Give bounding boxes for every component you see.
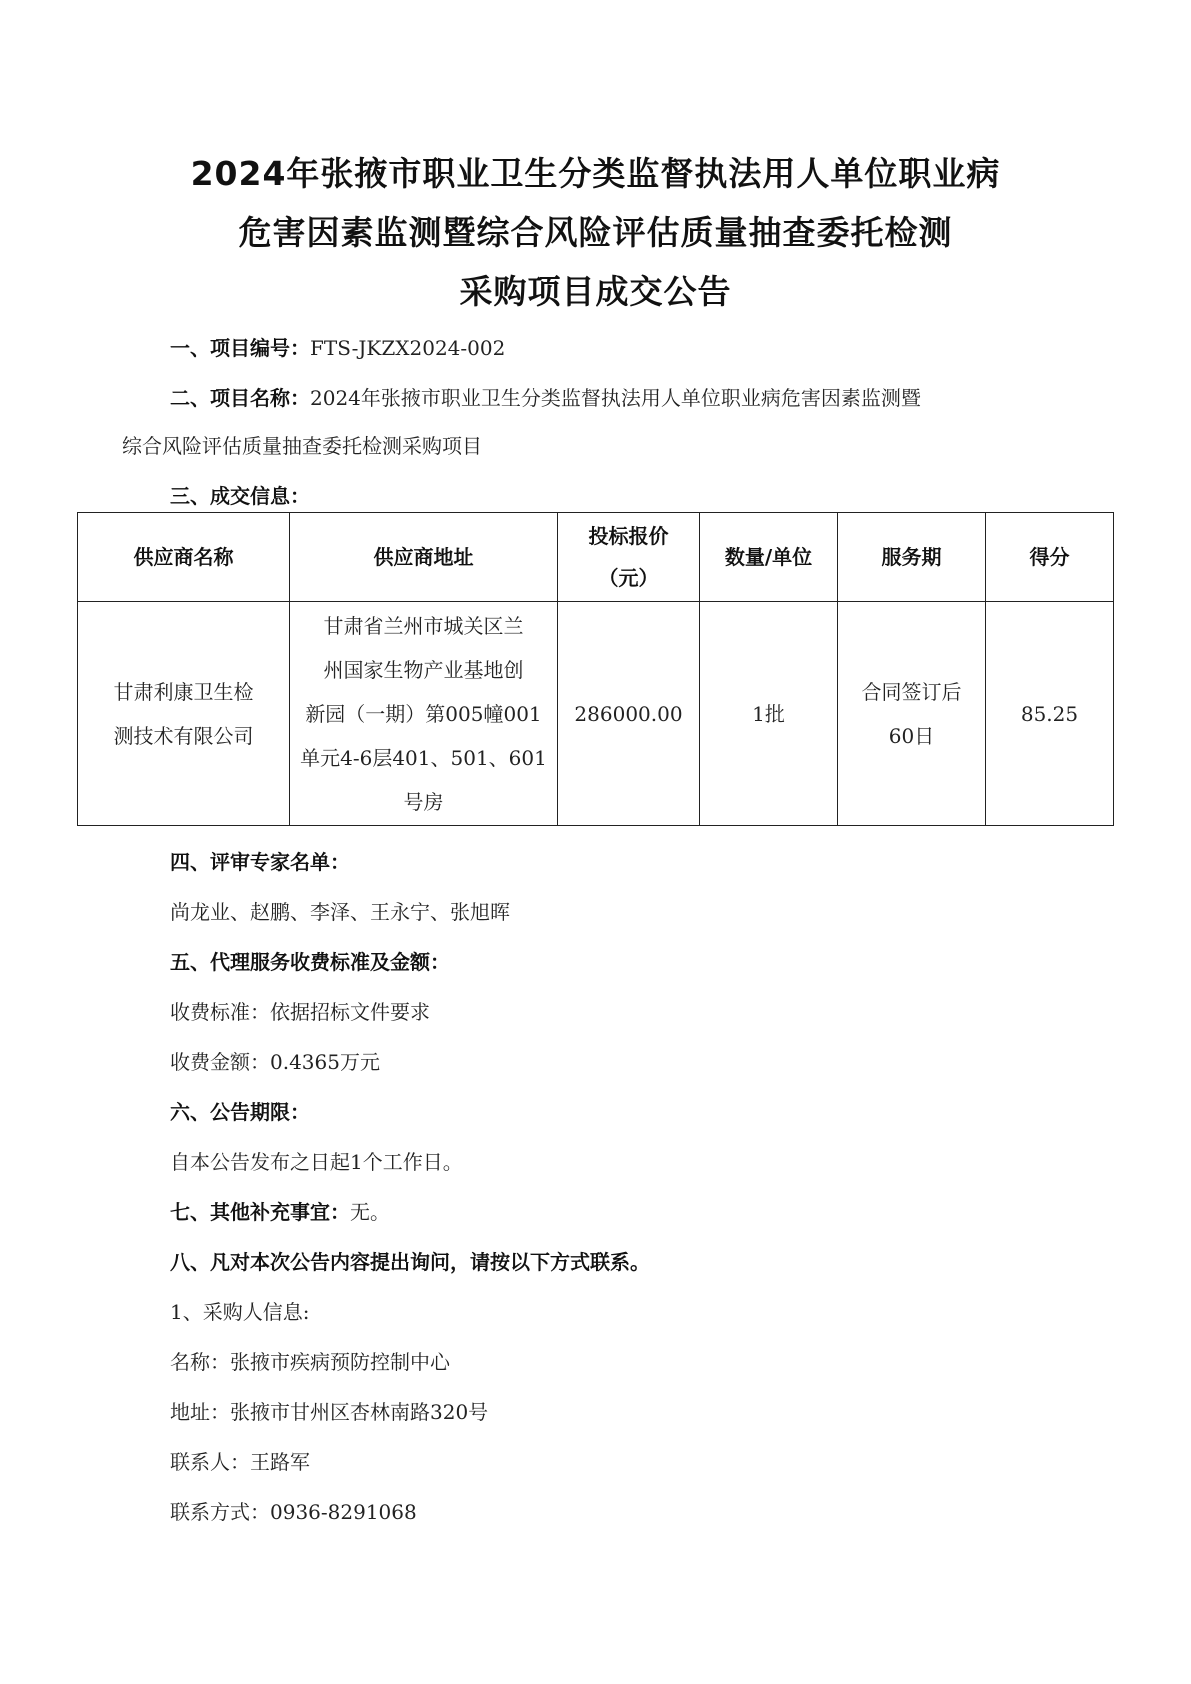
- project-number-value: FTS-JKZX2024-002: [310, 336, 506, 360]
- fee-standard: 收费标准：依据招标文件要求: [170, 1000, 430, 1024]
- address-line-2: 州国家生物产业基地创: [323, 657, 524, 682]
- cell-score: 85.25: [986, 602, 1114, 826]
- buyer-name: 名称：张掖市疾病预防控制中心: [170, 1350, 450, 1374]
- supplier-name-line-1: 甘肃利康卫生检: [113, 679, 254, 704]
- section-heading: 一、项目编号：: [170, 336, 310, 360]
- service-period-line-1: 合同签订后: [861, 679, 962, 704]
- project-name-value-2: 综合风险评估质量抽查委托检测采购项目: [122, 434, 482, 458]
- table-row: [78, 602, 1114, 826]
- section-contact-heading: 八、凡对本次公告内容提出询问，请按以下方式联系。: [170, 1250, 650, 1274]
- section-project-number: [170, 334, 505, 362]
- section-heading: 二、项目名称：: [170, 386, 310, 410]
- cell-service-period: [838, 602, 986, 826]
- cell-supplier-address: [290, 602, 558, 826]
- section-period-heading: 六、公告期限：: [170, 1100, 310, 1124]
- section-heading: 七、其他补充事宜：: [170, 1200, 350, 1224]
- project-name-value-1: 2024年张掖市职业卫生分类监督执法用人单位职业病危害因素监测暨: [310, 386, 921, 410]
- experts-list: 尚龙业、赵鹏、李泽、王永宁、张旭晖: [170, 900, 510, 924]
- cell-bid-price: 286000.00: [558, 602, 700, 826]
- period-value: 自本公告发布之日起1个工作日。: [170, 1150, 463, 1174]
- service-period-line-2: 60日: [888, 723, 935, 748]
- supplier-name-line-2: 测技术有限公司: [113, 723, 254, 748]
- section-deal-info-heading: 三、成交信息：: [170, 484, 310, 508]
- other-matters-value: 无。: [350, 1200, 390, 1224]
- cell-quantity-unit: 1批: [700, 602, 838, 826]
- header-bid-price-line-2: （元）: [598, 566, 659, 590]
- deal-info-table: [77, 512, 1114, 826]
- address-line-5: 号房: [403, 789, 444, 814]
- header-service-period: 服务期: [838, 513, 986, 602]
- title-line-2: 危害因素监测暨综合风险评估质量抽查委托检测: [238, 213, 953, 252]
- section-experts-heading: 四、评审专家名单：: [170, 850, 350, 874]
- section-fee-heading: 五、代理服务收费标准及金额：: [170, 950, 450, 974]
- buyer-info-title: 1、采购人信息:: [170, 1300, 310, 1324]
- table-header-row: [78, 513, 1114, 602]
- title-line-3: 采购项目成交公告: [459, 272, 732, 311]
- fee-amount: 收费金额：0.4365万元: [170, 1050, 380, 1074]
- address-line-1: 甘肃省兰州市城关区兰: [323, 613, 524, 638]
- section-project-name: [170, 384, 921, 412]
- header-supplier-address: 供应商地址: [290, 513, 558, 602]
- title-line-1: 2024年张掖市职业卫生分类监督执法用人单位职业病: [190, 154, 1001, 193]
- buyer-contact-person: 联系人：王路军: [170, 1450, 310, 1474]
- header-bid-price: [558, 513, 700, 602]
- header-bid-price-line-1: 投标报价: [588, 524, 669, 548]
- header-score: 得分: [986, 513, 1114, 602]
- cell-supplier-name: [78, 602, 290, 826]
- header-quantity-unit: 数量/单位: [700, 513, 838, 602]
- address-line-4: 单元4-6层401、501、601: [300, 745, 547, 770]
- header-supplier-name: 供应商名称: [78, 513, 290, 602]
- buyer-phone: 联系方式：0936-8291068: [170, 1500, 417, 1524]
- section-other-matters: [170, 1198, 390, 1226]
- address-line-3: 新园（一期）第005幢001: [305, 701, 542, 726]
- buyer-address: 地址：张掖市甘州区杏林南路320号: [170, 1400, 489, 1424]
